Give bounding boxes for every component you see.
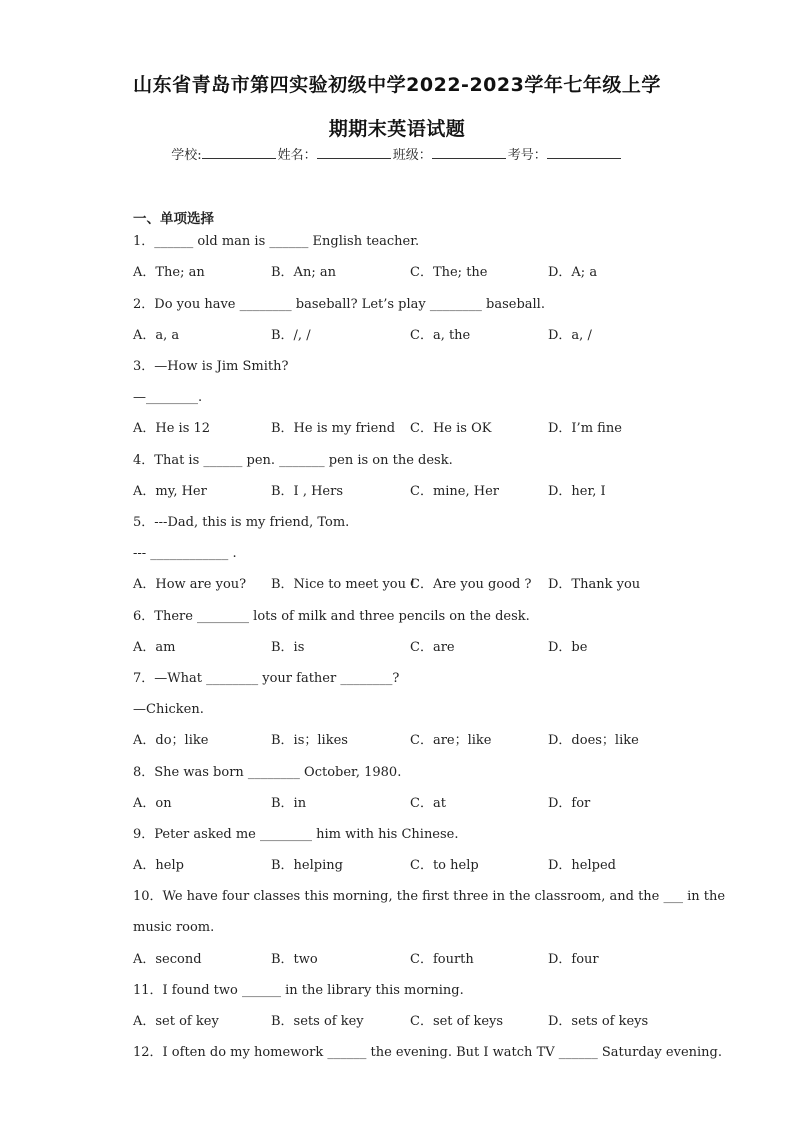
question-12-text: 12．I often do my homework ______ the evening. But I watch TV ______ Saturday evening. xyxy=(133,1045,722,1060)
option-d[interactable]: D．sets of keys xyxy=(548,1014,649,1029)
option-d[interactable]: D．a, / xyxy=(548,328,592,343)
option-b[interactable]: B．two xyxy=(271,952,318,967)
question-11-text: 11．I found two ______ in the library this morning. xyxy=(133,983,464,998)
option-a[interactable]: A．How are you? xyxy=(133,577,247,592)
option-c[interactable]: C．He is OK xyxy=(410,421,492,436)
option-c[interactable]: C．mine, Her xyxy=(410,484,500,499)
option-d[interactable]: D．four xyxy=(548,952,599,967)
option-c[interactable]: C．to help xyxy=(410,858,479,873)
option-b[interactable]: B．An; an xyxy=(271,265,336,280)
question-7-text-line-2: —Chicken. xyxy=(133,702,204,717)
number-blank[interactable] xyxy=(547,146,621,159)
exam-title-line-2: 期期末英语试题 xyxy=(328,118,466,140)
option-c[interactable]: C．set of keys xyxy=(410,1014,504,1029)
option-d[interactable]: D．I’m fine xyxy=(548,421,622,436)
option-c[interactable]: C．are；like xyxy=(410,733,492,748)
option-a[interactable]: A．do；like xyxy=(133,733,209,748)
option-a[interactable]: A．set of key xyxy=(133,1014,219,1029)
option-b[interactable]: B．/, / xyxy=(271,328,311,343)
option-c[interactable]: C．fourth xyxy=(410,952,474,967)
question-5-text: 5．---Dad, this is my friend, Tom. xyxy=(133,515,350,530)
option-c[interactable]: C．are xyxy=(410,640,455,655)
option-d[interactable]: D．A; a xyxy=(548,265,598,280)
question-3-text: 3．—How is Jim Smith? xyxy=(133,359,289,374)
option-d[interactable]: D．for xyxy=(548,796,591,811)
name-blank[interactable] xyxy=(317,146,391,159)
question-1-text: 1．______ old man is ______ English teacher. xyxy=(133,234,420,249)
school-label: 学校: xyxy=(171,148,202,163)
question-10-text-line-2: music room. xyxy=(133,920,215,935)
question-8-text: 8．She was born ________ October, 1980. xyxy=(133,765,402,780)
option-a[interactable]: A．He is 12 xyxy=(133,421,211,436)
question-6-text: 6．There ________ lots of milk and three pencils on the desk. xyxy=(133,609,530,624)
option-c[interactable]: C．Are you good ? xyxy=(410,577,532,592)
option-d[interactable]: D．be xyxy=(548,640,588,655)
number-label: 考号： xyxy=(507,148,547,163)
option-a[interactable]: A．am xyxy=(133,640,176,655)
option-d[interactable]: D．helped xyxy=(548,858,616,873)
option-d[interactable]: D．Thank you xyxy=(548,577,641,592)
school-blank[interactable] xyxy=(202,146,276,159)
option-c[interactable]: C．at xyxy=(410,796,446,811)
option-d[interactable]: D．her, I xyxy=(548,484,606,499)
option-c[interactable]: C．The; the xyxy=(410,265,488,280)
option-a[interactable]: A．second xyxy=(133,952,202,967)
option-b[interactable]: B．is；likes xyxy=(271,733,348,748)
option-a[interactable]: A．a, a xyxy=(133,328,180,343)
question-3-text-line-2: —________. xyxy=(133,390,203,405)
class-label: 班级： xyxy=(392,148,432,163)
question-4-text: 4．That is ______ pen. _______ pen is on the desk. xyxy=(133,453,453,468)
option-a[interactable]: A．help xyxy=(133,858,184,873)
section-title: 一、单项选择 xyxy=(133,211,214,227)
option-b[interactable]: B．helping xyxy=(271,858,343,873)
option-b[interactable]: B．in xyxy=(271,796,307,811)
option-a[interactable]: A．my, Her xyxy=(133,484,207,499)
student-info-row xyxy=(0,144,794,163)
option-b[interactable]: B．is xyxy=(271,640,305,655)
option-b[interactable]: B．Nice to meet you ! xyxy=(271,577,416,592)
question-9-text: 9．Peter asked me ________ him with his Chinese. xyxy=(133,827,459,842)
question-5-text-line-2: --- ____________ . xyxy=(133,546,237,561)
option-b[interactable]: B．sets of key xyxy=(271,1014,364,1029)
option-c[interactable]: C．a, the xyxy=(410,328,471,343)
name-label: 姓名： xyxy=(277,148,317,163)
option-d[interactable]: D．does；like xyxy=(548,733,639,748)
option-a[interactable]: A．on xyxy=(133,796,172,811)
class-blank[interactable] xyxy=(432,146,506,159)
question-2-text: 2．Do you have ________ baseball? Let’s play ________ baseball. xyxy=(133,297,545,312)
exam-title-line-1: 山东省青岛市第四实验初级中学2022-2023学年七年级上学 xyxy=(133,74,661,96)
option-b[interactable]: B．He is my friend xyxy=(271,421,396,436)
option-b[interactable]: B．I , Hers xyxy=(271,484,344,499)
question-7-text: 7．—What ________ your father ________? xyxy=(133,671,400,686)
option-a[interactable]: A．The; an xyxy=(133,265,205,280)
question-10-text: 10．We have four classes this morning, the first three in the classroom, and the ___ in the xyxy=(133,889,726,904)
